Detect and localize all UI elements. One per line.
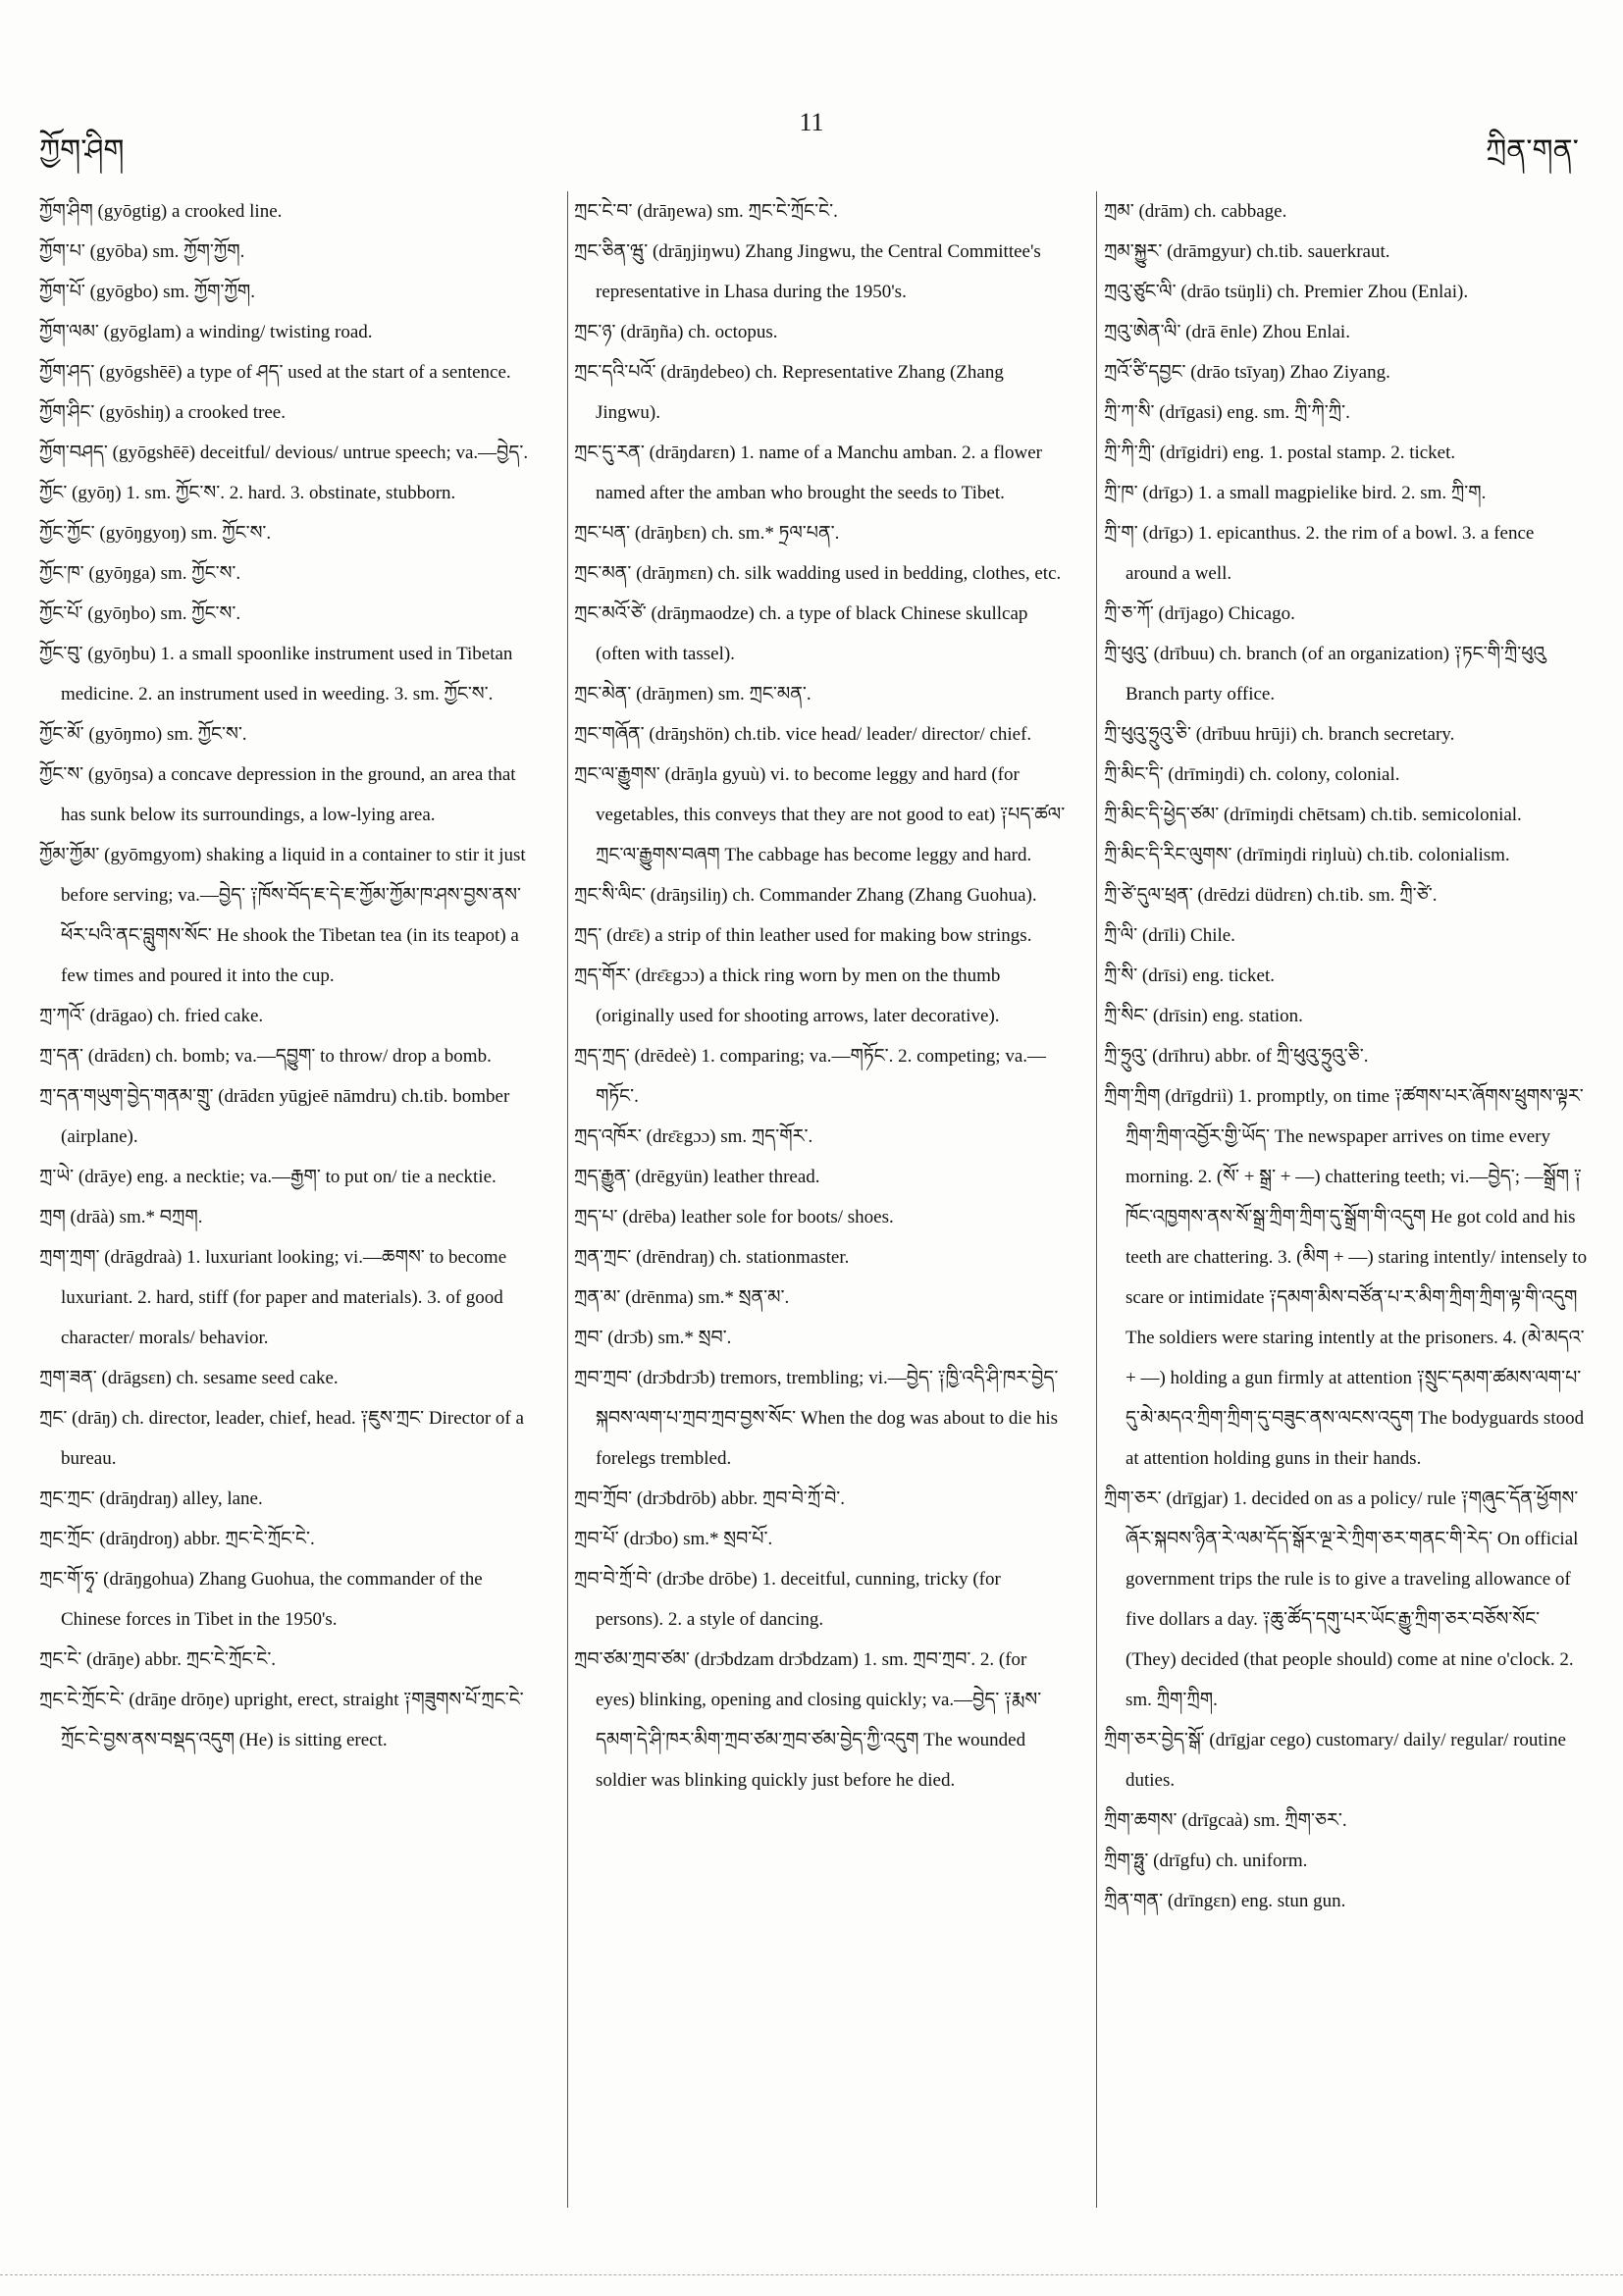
dictionary-entry: ཀྲ་ཡེ་ (drāye) eng. a necktie; va.—རྒྱག་ to put on/ tie a necktie.: [39, 1167, 497, 1187]
dictionary-entry: ཀྲའུ་ཨེན་ལི་ (drā ēnle) Zhou Enlai.: [1104, 322, 1350, 342]
dictionary-entry: ཀྲབ་བེ་ཀྲོ་བེ་ (drɔ̄be drōbe) 1. deceitful, cunning, tricky (for persons). 2. a style of dancing.: [574, 1569, 1001, 1630]
dictionary-entry: ཀྲི་ཁ་ (drīgɔ) 1. a small magpielike bird. 2. sm. ཀྲི་ག.: [1104, 483, 1487, 503]
dictionary-entry: ཀྲད་རྒྱུན་ (drēgyün) leather thread.: [574, 1167, 820, 1187]
dictionary-entry: ཀྲི་མིང་དི་ཕྱེད་ཙམ་ (drīmiŋdi chētsam) ch.tib. semicolonial.: [1104, 805, 1522, 825]
dictionary-entry: ཀྲག (drāà) sm.* བཀྲག.: [39, 1207, 203, 1227]
dictionary-entry: ཀྲང་མའོ་ཙེ་ (drāŋmaodze) ch. a type of black Chinese skullcap (often with tassel).: [574, 603, 1028, 664]
dictionary-entry: ཀྲི་ཧྲུའུ་ (drīhru) abbr. of ཀྲི་ཕུའུ་ཧྲུའུ་ཅི་.: [1104, 1046, 1369, 1067]
dictionary-entry: ཀྲང་དའི་པའོ་ (drāŋdebeo) ch. Representative Zhang (Zhang Jingwu).: [574, 362, 1004, 423]
dictionary-entry: ཀྲད་ (drɛ̄ɛ) a strip of thin leather used for making bow strings.: [574, 925, 1032, 946]
dictionary-entry: ཀྲི་ཀི་ཀྲི་ (drīgidri) eng. 1. postal stamp. 2. ticket.: [1104, 443, 1456, 463]
dictionary-entry: ཀྲི་ཅ་ཀོ་ (drījago) Chicago.: [1104, 603, 1295, 624]
page-number: 11: [799, 108, 824, 136]
left-guide-word: ཀྱོག་ཤིག: [39, 133, 125, 168]
dictionary-entry: ཀྲིག་ཆགས་ (drīgcaà) sm. ཀྲིག་ཅར་.: [1104, 1810, 1347, 1831]
dictionary-entry: ཀྲི་ག་ (drīgɔ) 1. epicanthus. 2. the rim of a bowl. 3. a fence around a well.: [1104, 523, 1535, 584]
dictionary-entry: ཀྱོག་པོ་ (gyōgbo) sm. ཀྱོག་ཀྱོག.: [39, 282, 255, 302]
dictionary-entry: ཀྲ་དན་ (drādɛn) ch. bomb; va.—དབྱུག་ to throw/ drop a bomb.: [39, 1046, 492, 1067]
dictionary-entry: ཀྱོང་ཁ་ (gyōŋga) sm. ཀྱོང་ས་.: [39, 563, 241, 584]
dictionary-entry: ཀྲབ་ཀྲབ་ (drɔ̄bdrɔ̄b) tremors, trembling; vi.—བྱེད་ ༑ཁྱི་འདི་ཤི་ཁར་བྱེད་སྐབས་ལག་པ་ཀྲབ་ཀྲབ་བྱས་སོང་ When the dog was about to die his forelegs trembled.: [574, 1368, 1059, 1469]
page-header: [0, 108, 1623, 167]
dictionary-entry: ཀྲམ་སྐྱུར་ (drāmgyur) ch.tib. sauerkraut.: [1104, 241, 1390, 262]
dictionary-entry: ཀྲང་སི་ལིང་ (drāŋsiliŋ) ch. Commander Zhang (Zhang Guohua).: [574, 885, 1037, 906]
dictionary-entry: ཀྲི་ལི་ (drīli) Chile.: [1104, 925, 1235, 946]
dictionary-entry: ཀྱོང་ (gyōŋ) 1. sm. ཀྱོང་ས་. 2. hard. 3. obstinate, stubborn.: [39, 483, 456, 503]
dictionary-entry: ཀྱོག་ཤད་ (gyōgshēē) a type of ཤད་ used at the start of a sentence.: [39, 362, 511, 383]
dictionary-entry: ཀྲང་ངེ་བ་ (drāŋewa) sm. ཀྲང་ངེ་ཀྲོང་ངེ་.: [574, 201, 838, 222]
dictionary-entry: ཀྲན་ཀྲང་ (drēndraŋ) ch. stationmaster.: [574, 1247, 850, 1268]
dictionary-entry: ཀྲད་འཁོར་ (drɛ̄ɛgɔɔ) sm. ཀྲད་གོར་.: [574, 1126, 813, 1147]
dictionary-entry: ཀྲབ་ཀྲོབ་ (drɔ̄bdrōb) abbr. ཀྲབ་བེ་ཀྲོ་བེ་.: [574, 1488, 846, 1509]
dictionary-entry: ཀྲང་མན་ (drāŋmɛn) ch. silk wadding used in bedding, clothes, etc.: [574, 563, 1062, 584]
dictionary-entry: ཀྲད་གོར་ (drɛ̄ɛgɔɔ) a thick ring worn by men on the thumb (originally used for shooting arrows, later decorative).: [574, 965, 1001, 1026]
dictionary-entry: ཀྲིག་ཅར་བྱེད་སྒོ་ (drīgjar cego) customary/ daily/ regular/ routine duties.: [1104, 1730, 1566, 1791]
dictionary-entry: ཀྲང་ཉ་ (drāŋña) ch. octopus.: [574, 322, 778, 342]
dictionary-entry: ཀྲི་ཙེ་དུལ་ཕྲན་ (drēdzi düdrɛn) ch.tib. sm. ཀྲི་ཙེ་.: [1104, 885, 1438, 906]
dictionary-entry: ཀྲང་ཅིན་ཝུ་ (drāŋjiŋwu) Zhang Jingwu, the Central Committee's representative in Lhasa during the 1950's.: [574, 241, 1041, 302]
dictionary-entry: ཀྱོམ་ཀྱོམ་ (gyōmgyom) shaking a liquid in a container to stir it just before serving; va.—བྱེད་ ༑ཁོས་བོད་ཇ་དེ་ཇ་ཀྱོམ་ཀྱོམ་ཁ་ཤས་བྱས་ནས་ཕོར་པའི་ནང་བླུགས་སོང་ He shook the Tibetan tea (in its teapot) a few times and poured it into the cup.: [39, 845, 526, 986]
dictionary-entry: ཀྲག་ཟན་ (drāgsɛn) ch. sesame seed cake.: [39, 1368, 339, 1388]
dictionary-entry: ཀྲང་གཞོན་ (drāŋshön) ch.tib. vice head/ leader/ director/ chief.: [574, 724, 1032, 745]
dictionary-entry: ཀྲང་ (drāŋ) ch. director, leader, chief, head. ༑ཇུས་ཀྲང་ Director of a bureau.: [39, 1408, 524, 1469]
column-2: [574, 191, 1070, 2213]
dictionary-entry: ཀྱོང་པོ་ (gyōŋbo) sm. ཀྱོང་ས་.: [39, 603, 241, 624]
dictionary-entry: ཀྲང་མེན་ (drāŋmen) sm. ཀྲང་མན་.: [574, 684, 812, 704]
dictionary-entry: ཀྲང་ཀྲང་ (drāŋdraŋ) alley, lane.: [39, 1488, 263, 1509]
dictionary-entry: ཀྲང་དུ་རན་ (drāŋdarɛn) 1. name of a Manchu amban. 2. a flower named after the amban who brought the seeds to Tibet.: [574, 443, 1042, 503]
dictionary-entry: ཀྲམ་ (drām) ch. cabbage.: [1104, 201, 1287, 222]
dictionary-columns: [39, 191, 1590, 2213]
dictionary-entry: ཀྲི་མིང་དི་རིང་ལུགས་ (drīmiŋdi riŋluù) ch.tib. colonialism.: [1104, 845, 1510, 865]
dictionary-entry: ཀྱོང་ཀྱོང་ (gyōŋgyoŋ) sm. ཀྱོང་ས་.: [39, 523, 272, 544]
dictionary-entry: ཀྲང་ངེ་ཀྲོང་ངེ་ (drāŋe drōŋe) upright, erect, straight ༑གཟུགས་པོ་ཀྲང་ངེ་ཀྲོང་ངེ་བྱས་ནས་བསྡད་འདུག (He) is sitting erect.: [39, 1690, 524, 1750]
dictionary-entry: ཀྲན་མ་ (drēnma) sm.* སྲན་མ་.: [574, 1287, 790, 1308]
dictionary-entry: ཀྱོག་ཤིག (gyōgtig) a crooked line.: [39, 201, 283, 222]
dictionary-entry: ཀྱོག་ཤིང་ (gyōshiŋ) a crooked tree.: [39, 402, 286, 423]
column-3: [1104, 191, 1590, 2213]
dictionary-entry: ཀྲིག་ཀྲིག (drīgdriì) 1. promptly, on time ༑ཚགས་པར་ཞོགས་ཕྲུགས་ལྟར་ཀྲིག་ཀྲིག་འབྱོར་གྱི་ཡོད་ The newspaper arrives on time every morning. 2. (སོ་ + སྒྲ་ + —) chattering teeth; vi.—བྱེད་; —སྒྲོག ༑ཁོང་འཁྱགས་ནས་སོ་སྒྲ་ཀྲིག་ཀྲིག་དུ་སྒྲོག་གི་འདུག He got cold and his teeth are chattering. 3. (མིག + —) staring intently/ intensely to scare or intimidate ༑དམག་མིས་བཙོན་པ་ར་མིག་ཀྲིག་ཀྲིག་ལྟ་གི་འདུག The soldiers were staring intently at the prisoners. 4. (མེ་མདའ་ + —) holding a gun firmly at attention ༑སྲུང་དམག་ཚམས་ལག་པ་དུ་མེ་མདའ་ཀྲིག་ཀྲིག་དུ་བཟུང་ནས་ལངས་འདུག The bodyguards stood at attention holding guns in their hands.: [1104, 1086, 1588, 1469]
dictionary-entry: ཀྲང་ལ་རྒྱུགས་ (drāŋla gyuù) vi. to become leggy and hard (for vegetables, this conveys that they are not good to eat) ༑པད་ཚལ་ཀྲང་ལ་རྒྱུགས་བཞག The cabbage has become leggy and hard.: [574, 764, 1066, 865]
dictionary-entry: ཀྲི་མིང་དི་ (drīmiŋdi) ch. colony, colonial.: [1104, 764, 1400, 785]
dictionary-entry: ཀྲད་ཀྲད་ (drēdeè) 1. comparing; va.—གཏོང་. 2. competing; va.—གཏོང་.: [574, 1046, 1047, 1107]
dictionary-entry: ཀྲའུ་ཙུང་ལི་ (drāo tsüŋli) ch. Premier Zhou (Enlai).: [1104, 282, 1469, 302]
dictionary-entry: ཀྲབ་པོ་ (drɔ̄bo) sm.* སྲབ་པོ་.: [574, 1529, 773, 1549]
column-1: [39, 191, 535, 2213]
dictionary-entry: ཀྲིག་ཧྥུ་ (drīgfu) ch. uniform.: [1104, 1851, 1308, 1871]
dictionary-entry: ཀྲི་ཕུའུ་ཧྲུའུ་ཅི་ (drībuu hrūji) ch. branch secretary.: [1104, 724, 1455, 745]
page-bottom-edge: [0, 2274, 1623, 2275]
dictionary-entry: ཀྲང་ཀྲོང་ (drāŋdroŋ) abbr. ཀྲང་ངེ་ཀྲོང་ངེ་.: [39, 1529, 315, 1549]
dictionary-entry: ཀྲིན་གན་ (drīngɛn) eng. stun gun.: [1104, 1891, 1346, 1911]
dictionary-entry: ཀྲང་པན་ (drāŋbɛn) ch. sm.* ཏྲལ་པན་.: [574, 523, 840, 544]
dictionary-entry: ཀྱོག་ལམ་ (gyōglam) a winding/ twisting road.: [39, 322, 373, 342]
dictionary-entry: ཀྱོང་བུ་ (gyōŋbu) 1. a small spoonlike instrument used in Tibetan medicine. 2. an instrument used in weeding. 3. sm. ཀྱོང་ས་.: [39, 644, 513, 704]
dictionary-entry: ཀྲི་སི་ (drīsi) eng. ticket.: [1104, 965, 1275, 986]
dictionary-entry: ཀྱོང་ས་ (gyōŋsa) a concave depression in the ground, an area that has sunk below its surroundings, a low-lying area.: [39, 764, 516, 825]
dictionary-entry: ཀྲད་པ་ (drēba) leather sole for boots/ shoes.: [574, 1207, 894, 1227]
dictionary-entry: ཀྱོང་མོ་ (gyōŋmo) sm. ཀྱོང་ས་.: [39, 724, 247, 745]
dictionary-entry: ཀྲག་ཀྲག་ (drāgdraà) 1. luxuriant looking; vi.—ཆགས་ to become luxuriant. 2. hard, stiff (for paper and materials). 3. of good character/ morals/ behavior.: [39, 1247, 507, 1348]
dictionary-entry: ཀྱོག་བཤད་ (gyōgshēē) deceitful/ devious/ untrue speech; va.—བྱེད་.: [39, 443, 529, 463]
dictionary-entry: ཀྲང་གོ་ཧྭ་ (drāŋgohua) Zhang Guohua, the commander of the Chinese forces in Tibet in the 1950's.: [39, 1569, 483, 1630]
dictionary-entry: ཀྲི་ཀ་སི་ (drīgasi) eng. sm. ཀྲི་ཀི་ཀྲི་.: [1104, 402, 1350, 423]
dictionary-entry: ཀྲབ་ཙམ་ཀྲབ་ཙམ་ (drɔ̄bdzam drɔ̄bdzam) 1. sm. ཀྲབ་ཀྲབ་. 2. (for eyes) blinking, opening and closing quickly; va.—བྱེད་ ༑རྨས་དམག་དེ་ཤི་ཁར་མིག་ཀྲབ་ཙམ་ཀྲབ་ཙམ་བྱེད་ཀྱི་འདུག The wounded soldier was blinking quickly just before he died.: [574, 1649, 1042, 1791]
right-guide-word: ཀྲིན་གན་: [1486, 133, 1579, 168]
dictionary-entry: ཀྲའོ་ཙི་དབྱང་ (drāo tsīyaŋ) Zhao Ziyang.: [1104, 362, 1390, 383]
dictionary-entry: ཀྲ་དན་གཡུག་བྱེད་གནམ་གྲུ་ (drādɛn yūgjeē nāmdru) ch.tib. bomber (airplane).: [39, 1086, 510, 1147]
dictionary-entry: ཀྲི་ཕུའུ་ (drībuu) ch. branch (of an organization) ༑ཏང་གི་ཀྲི་ཕུའུ Branch party office.: [1104, 644, 1545, 704]
dictionary-entry: ཀྲི་སིང་ (drīsin) eng. station.: [1104, 1006, 1303, 1026]
dictionary-entry: ཀྲ་ཀའོ་ (drāgao) ch. fried cake.: [39, 1006, 264, 1026]
dictionary-entry: ཀྲིག་ཅར་ (drīgjar) 1. decided on as a policy/ rule ༑གཞུང་དོན་ཕྱོགས་ཞོར་སྐབས་ཉིན་རེ་ལམ་དོད་སྒོར་ལྔ་རེ་ཀྲིག་ཅར་གནང་གི་རེད་ On official government trips the rule is to give a traveling allowance of five dollars a day. ༑ཆུ་ཚོད་དགུ་པར་ཡོང་རྒྱུ་ཀྲིག་ཅར་བཅོས་སོང་ (They) decided (that people should) come at nine o'clock. 2. sm. ཀྲིག་ཀྲིག.: [1104, 1488, 1579, 1710]
dictionary-entry: ཀྲང་ངེ་ (drāŋe) abbr. ཀྲང་ངེ་ཀྲོང་ངེ་.: [39, 1649, 277, 1670]
dictionary-entry: ཀྱོག་པ་ (gyōba) sm. ཀྱོག་ཀྱོག.: [39, 241, 245, 262]
dictionary-entry: ཀྲབ་ (drɔ̄b) sm.* སྲབ་.: [574, 1328, 732, 1348]
